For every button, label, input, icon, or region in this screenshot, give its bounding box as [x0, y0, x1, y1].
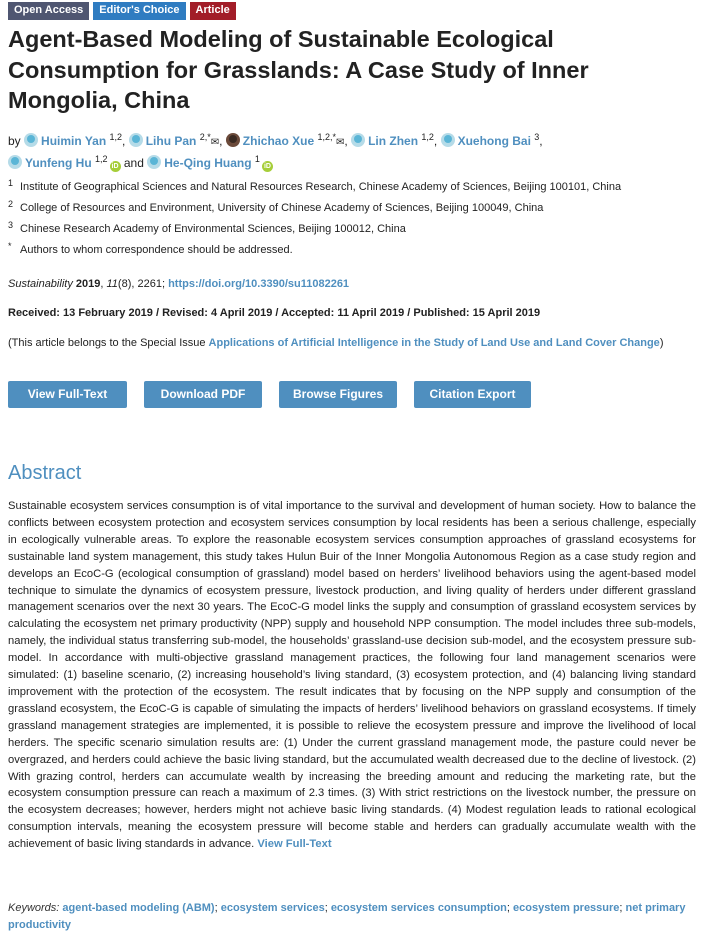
user-icon	[441, 133, 455, 147]
editors-choice-badge[interactable]: Editor's Choice	[93, 2, 185, 20]
author-affiliation-sup: 1,2,*	[317, 132, 336, 142]
affiliation: $^3$ Chinese Research Academy of Environmental Sciences, Beijing 100012, China	[8, 220, 406, 235]
special-issue-note	[8, 335, 688, 352]
citation-issue: (8)	[117, 278, 132, 290]
affiliation-text: Chinese Research Academy of Environmental Sciences, Beijing 100012, China	[20, 223, 406, 235]
download-pdf-button[interactable]: Download PDF	[144, 381, 262, 408]
orcid-icon[interactable]: iD	[263, 163, 271, 170]
author-photo-icon	[226, 133, 240, 147]
affiliation: $^1$ Institute of Geographical Sciences and Natural Resources Research, Chinese Academy of Sciences, Beijing 100101, China	[8, 178, 622, 193]
citation-year: 2019	[75, 278, 101, 290]
browse-figures-button[interactable]: Browse Figures	[279, 381, 397, 408]
envelope-icon[interactable]: ✉	[336, 137, 345, 148]
affiliation: * Authors to whom correspondence should be addressed.	[8, 241, 293, 256]
special-issue-prefix: (This article belongs to the Special Issue	[8, 337, 209, 349]
view-full-text-link[interactable]: View Full-Text	[257, 838, 332, 851]
orcid-icon[interactable]: iD	[111, 163, 119, 170]
author-affiliation-sup: 3	[534, 132, 540, 142]
article-title: Agent-Based Modeling of Sustainable Ecological Consumption for Grasslands: A Case Study of Inner Mongolia, China	[8, 26, 589, 113]
open-access-badge[interactable]: Open Access	[8, 2, 89, 20]
author-affiliation-sup: 1,2	[109, 132, 123, 142]
author-link[interactable]: Lihu Pan	[145, 134, 197, 148]
author-link[interactable]: Yunfeng Hu	[25, 156, 92, 170]
author-link[interactable]: Lin Zhen	[368, 134, 419, 148]
abstract-body	[8, 498, 696, 853]
citation-volume: 11	[106, 278, 118, 290]
author-link[interactable]: Huimin Yan	[41, 134, 107, 148]
author-affiliation-sup: 1	[254, 154, 260, 164]
affiliation-text: Institute of Geographical Sciences and Natural Resources Research, Chinese Academy of Sciences, Beijing 100101, China	[20, 181, 622, 193]
and-label: and	[123, 156, 144, 170]
author-affiliation-sup: 1,2	[95, 154, 108, 164]
doi-link[interactable]: https://doi.org/10.3390/su11082261	[168, 278, 350, 290]
citation-line: Sustainability 2019, 11(8), 2261; https://doi.org/10.3390/su11082261	[8, 278, 350, 290]
author-affiliation-sup: 1,2	[421, 132, 434, 142]
view-full-text-button[interactable]: View Full-Text	[8, 381, 127, 408]
user-icon	[129, 133, 143, 147]
affiliation-list	[8, 178, 698, 262]
user-icon	[147, 155, 161, 169]
citation-export-button[interactable]: Citation Export	[414, 381, 531, 408]
action-buttons	[8, 381, 531, 408]
abstract-heading: Abstract	[8, 462, 82, 484]
user-icon	[24, 133, 38, 147]
citation-pages: , 2261;	[131, 278, 169, 290]
journal-name: Sustainability	[8, 278, 73, 290]
keyword-link[interactable]: ecosystem services	[220, 902, 325, 914]
keywords: Keywords: agent-based modeling (ABM); ecosystem services; ecosystem services consumption; ecosystem pressure; net primary productivity	[8, 902, 686, 931]
badge-row	[8, 2, 236, 20]
keyword-link[interactable]: net primary productivity	[8, 902, 686, 931]
publication-dates: Received: 13 February 2019 / Revised: 4 April 2019 / Accepted: 11 April 2019 / Published: 15 April 2019	[8, 307, 541, 319]
affiliation-text: College of Resources and Environment, University of Chinese Academy of Sciences, Beijing 100049, China	[20, 202, 544, 214]
affiliation: $^2$ College of Resources and Environment, University of Chinese Academy of Sciences, Beijing 100049, China	[8, 199, 544, 214]
keyword-link[interactable]: ecosystem services consumption	[330, 902, 507, 914]
special-issue-suffix: )	[659, 337, 664, 349]
author-affiliation-sup: 2,*	[199, 132, 211, 142]
user-icon	[8, 155, 22, 169]
user-icon	[351, 133, 365, 147]
author-list: by Huimin Yan $^{1,2}$, Lihu Pan $^{2,*}$✉, Zhichao Xue $^{1,2,*}$✉, Lin Zhen $^{1,2}$, Xuehong Bai $^3$, Yunfeng Hu $^{1,2}$iD and He-Qing Huang $^1$iD	[8, 132, 543, 170]
affiliation-text: Authors to whom correspondence should be addressed.	[20, 244, 293, 256]
keywords-label: Keywords:	[8, 902, 60, 914]
envelope-icon[interactable]: ✉	[210, 137, 220, 148]
author-link[interactable]: He-Qing Huang	[164, 156, 252, 170]
keyword-link[interactable]: agent-based modeling (ABM)	[62, 902, 215, 914]
special-issue-link[interactable]: Applications of Artificial Intelligence in the Study of Land Use and Land Cover Change	[208, 337, 660, 349]
author-link[interactable]: Xuehong Bai	[457, 134, 531, 148]
by-label: by	[8, 134, 21, 148]
keyword-link[interactable]: ecosystem pressure	[513, 902, 620, 914]
author-link[interactable]: Zhichao Xue	[242, 134, 315, 148]
article-type-badge: Article	[190, 2, 236, 20]
abstract-text: Sustainable ecosystem services consumption is of vital importance to the survival and development of human society. How to balance the conflicts between ecosystem protection and ecosystem services consumption by local residents has been a serious challenge, especially in ecologically vulnerable areas. To explore the reasonable ecosystem services consumption approaches of grassland ecosystems for sustainable land system management, this study takes Hulun Buir of the Inner Mongolia Autonomous Region as a case study region and develops an EcoC-G (ecological consumption of grassland) model based on herders’ livelihood behaviors using the agent-based model technique to simulate the dynamics of ecosystem pressure, livestock production, and living quality of herders under different grassland management scenarios over the next 30 years. The EcoC-G model links the supply and consumption of grassland ecosystem services by calculating the ecosystem net primary productivity (NPP) supply and household NPP consumption. The model includes three sub-models, namely, the individual status transferring sub-model, the households’ grassland-use decision sub-model, and the ecosystem pressure sub-model. In accordance with multi-objective grassland management practices, the following four land management scenarios were simulated: (1) baseline scenario, (2) increasing household’s living standard, (3) ecosystem protection, and (4) balancing living standard improvement with the protection of the ecosystem. The result indicates that by focusing on the NPP supply and consumption of the grassland ecosystem, the EcoC-G is capable of simulating the impacts of herders’ livelihood behaviors on grassland ecosystems. If timely grassland management strategies are implemented, it is possible to relieve the ecosystem pressure and improve the livelihood of local herders. The specific scenario simulation results are: (1) Under the current grassland management mode, the pasture could never be overgrazed, and herders could achieve the basic living standard, but the accumulated wealth decreased due to the decline of livestock. (2) With grazing control, herders can accumulate wealth by increasing the breeding amount and reducing the marketing rate, but the ecosystem consumption pressure can reach a maximum of 2.3 times. (3) With strict restrictions on the livestock number, the pressure on the ecosystem decreases; however, herders might not achieve basic living standards. (4) Modest regulation leads to rational ecological consumption intervals, meaning the ecosystem pressure will become stable and herders can gradually accumulate wealth with the achievement of basic living standards in advance.	[8, 500, 696, 851]
